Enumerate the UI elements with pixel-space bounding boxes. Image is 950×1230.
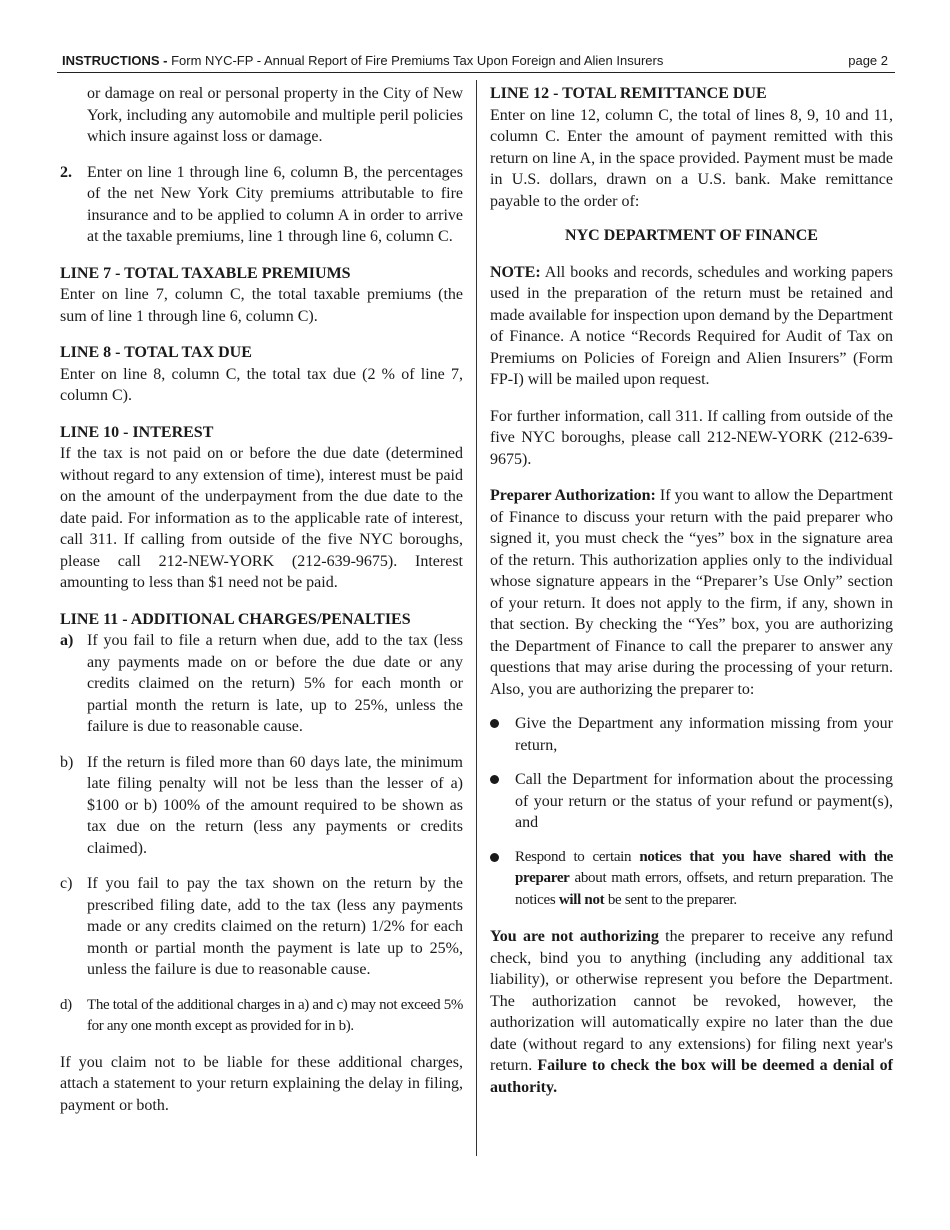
further-info: For further information, call 311. If calling from outside of the five NYC boroughs, please call 212-NEW-YORK (212-639-9675). [490, 407, 893, 468]
header-form-title: Form NYC-FP - Annual Report of Fire Premiums Tax Upon Foreign and Alien Insurers [167, 53, 664, 68]
item-marker: 2. [60, 163, 72, 181]
authorization-closing [490, 926, 893, 1098]
bullet3-part-c: about math errors, offsets, and return preparation. The notices [515, 870, 893, 908]
instruction-item-2 [60, 162, 463, 248]
line12-text: Enter on line 12, column C, the total of lines 8, 9, 10 and 11, column C. Enter the amount of payment remitted with this return on line A, in the space provided. Payment must be made in U.S. dollars, drawn on a U.S. bank. Make remittance payable to the order of: [490, 106, 893, 210]
line8-heading: LINE 8 - TOTAL TAX DUE [60, 344, 252, 361]
line7-heading: LINE 7 - TOTAL TAXABLE PREMIUMS [60, 264, 351, 282]
bullet-text [515, 847, 893, 912]
header-title [62, 53, 663, 69]
page-header [57, 52, 895, 73]
column-divider [476, 80, 477, 1156]
right-column [490, 83, 893, 1098]
closing-text: the preparer to receive any refund check, bind you to anything (including any additional tax liability), or otherwise represent you before the Department. The authorization cannot be revoked, however, the authorization will automatically expire no later than the due date (without regard to any extensions) for filing next year's return. [490, 928, 894, 1074]
closing-bold-start: You are not authorizing [490, 928, 659, 945]
note-label: NOTE: [490, 263, 541, 281]
bullet-icon [490, 775, 499, 784]
bullet3-part-e: be sent to the preparer. [604, 891, 737, 908]
item-marker: a) [60, 632, 74, 649]
note-paragraph [490, 262, 893, 391]
preparer-text: If you want to allow the Department of Finance to discuss your return with the paid preparer who signed it, you must check the “yes” box in the signature area of the return. This authorization applies only to the individual whose signature appears in the “Preparer’s Use Only” section of your return. It does not apply to the firm, if any, shown in that section. By checking the “Yes” box, you are authorizing the Department of Finance to call the preparer to answer any questions that may arise during the processing of your return. Also, you are authorizing the preparer to: [490, 487, 893, 698]
preparer-authorization [490, 485, 893, 700]
item-text: If the return is filed more than 60 days late, the minimum late filing penalty will not be less than the lesser of a) $100 or b) 100% of the amount required to be shown as tax due on the return (less any payments or credits claimed). [87, 753, 463, 857]
bullet3-part-a: Respond to certain [515, 848, 640, 865]
bullet-text: Call the Department for information about the processing of your return or the status of your refund or payment(s), and [515, 771, 893, 831]
item-text: If you fail to file a return when due, add to the tax (less any payments made on or before the due date or any credits claimed on the return) 5% for each month or partial month the return is late, up to 25%, unless the failure is due to reasonable cause. [87, 632, 463, 735]
bullet-icon [490, 853, 499, 862]
item-text: Enter on line 1 through line 6, column B, the percentages of the net New York City premiums attributable to fire insurance and to be applied to column A in order to arrive at the taxable premiums, line 1 through line 6, column C. [87, 163, 463, 245]
line11-closing: If you claim not to be liable for these additional charges, attach a statement to your return explaining the delay in filing, payment or both. [60, 1053, 463, 1114]
bullet-item-3 [490, 847, 893, 912]
bullet-item-2 [490, 769, 893, 834]
item-text: If you fail to pay the tax shown on the return by the prescribed filing date, add to the tax (less any payments made or any credits claimed on the return) 1/2% for each month or partial month the payment is late up to 25%, unless the failure is due to reasonable cause. [87, 875, 463, 978]
closing-bold-end: Failure to check the box will be deemed a denial of authority. [490, 1057, 894, 1096]
payee-name: NYC DEPARTMENT OF FINANCE [565, 227, 818, 244]
page-number: page 2 [848, 53, 888, 68]
penalty-item-c [60, 873, 463, 981]
item-marker: d) [60, 996, 72, 1013]
item-text: The total of the additional charges in a) and c) may not exceed 5% for any one month except as provided for in b). [87, 996, 463, 1034]
item-marker: b) [60, 753, 74, 771]
line7-text: Enter on line 7, column C, the total taxable premiums (the sum of line 1 through line 6, column C). [60, 286, 463, 325]
bullet-icon [490, 719, 499, 728]
left-column [60, 83, 463, 1116]
line10-heading: LINE 10 - INTEREST [60, 423, 214, 441]
bullet3-part-b: notices that you have shared with the preparer [515, 848, 893, 886]
penalty-item-b [60, 752, 463, 860]
bullet-item-1 [490, 713, 893, 756]
penalty-item-a [60, 630, 463, 738]
bullet-text: Give the Department any information missing from your return, [515, 715, 893, 754]
header-prefix: INSTRUCTIONS - [62, 53, 168, 68]
bullet3-part-d: will not [558, 891, 605, 908]
note-text: All books and records, schedules and working papers used in the preparation of the return must be retained and made available for inspection upon demand by the Department of Finance. A notice “Records Required for Audit of Tax on Premiums on Policies of Foreign and Alien Insurers” (Form FP-I) will be mailed upon request. [490, 263, 893, 388]
penalty-item-d [60, 995, 463, 1038]
line10-text: If the tax is not paid on or before the due date (determined without regard to any extension of time), interest must be paid on the amount of the underpayment from the due date to the date paid. For information as to the applicable rate of interest, call 311. If calling from outside of the five NYC boroughs, please call 212-NEW-YORK (212-639-9675). Interest amounting to less than $1 need not be paid. [60, 445, 463, 591]
preparer-label: Preparer Authorization: [490, 487, 656, 504]
line11-heading: LINE 11 - ADDITIONAL CHARGES/PENALTIES [60, 610, 411, 628]
continued-text: or damage on real or personal property in the City of New York, including any automobile and multiple peril policies which insure against loss or damage. [87, 85, 463, 145]
line12-heading: LINE 12 - TOTAL REMITTANCE DUE [490, 85, 767, 102]
line8-text: Enter on line 8, column C, the total tax due (2 % of line 7, column C). [60, 365, 463, 404]
item-marker: c) [60, 875, 73, 892]
